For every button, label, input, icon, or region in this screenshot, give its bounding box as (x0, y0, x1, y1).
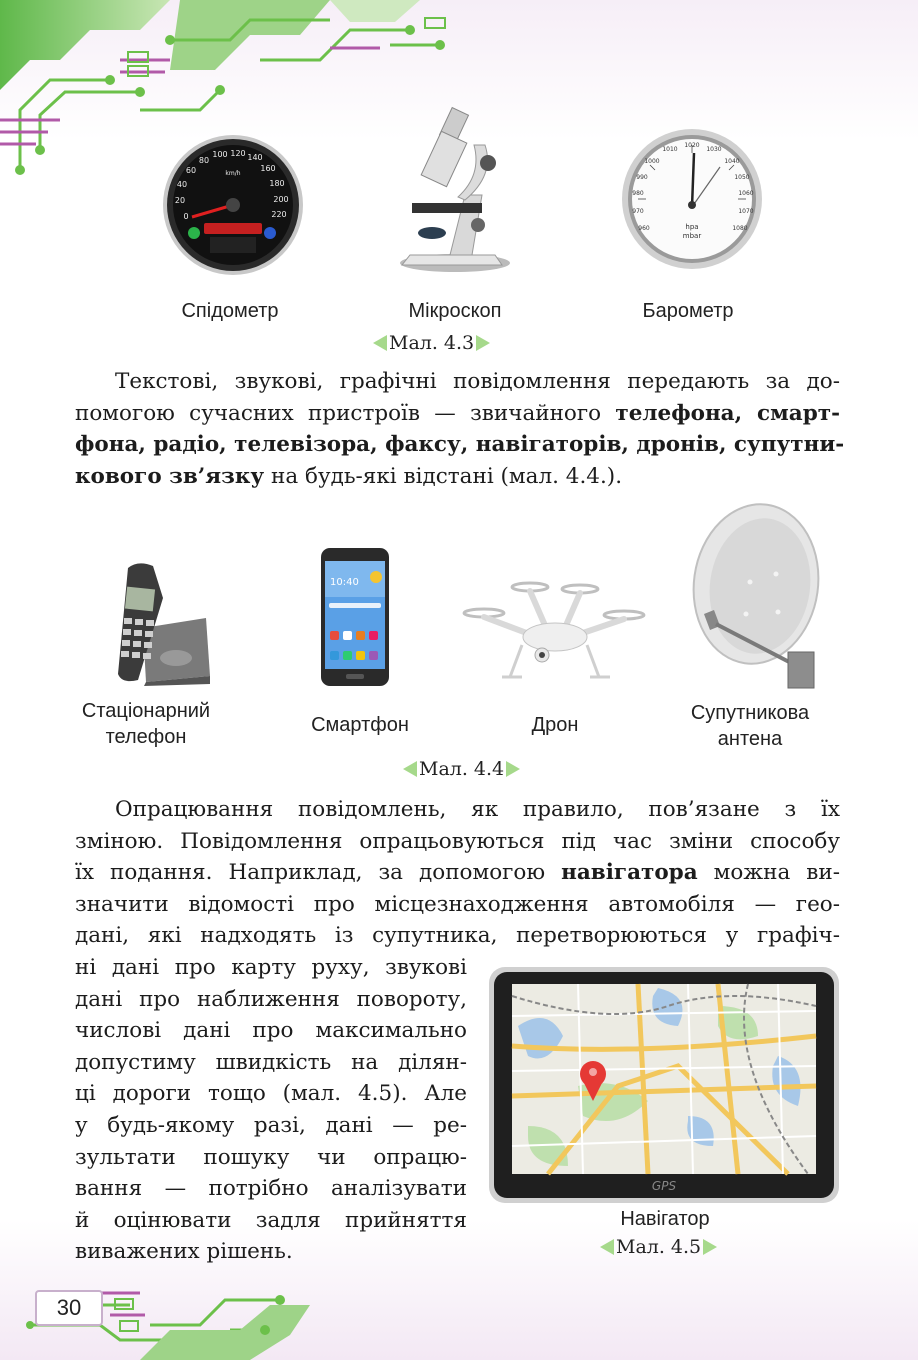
paragraph-line: й оцінювати задля прийняття (75, 1207, 467, 1233)
label-speedometer: Спідометр (181, 300, 279, 322)
svg-text:970: 970 (632, 208, 644, 215)
paragraph-line: помогою сучасних пристроїв — звичайного телефона, смарт- (75, 400, 841, 426)
paragraph-2 (75, 794, 840, 952)
paragraph-2-wrap (75, 952, 467, 1268)
svg-text:80: 80 (198, 156, 210, 165)
svg-text:1030: 1030 (706, 146, 722, 153)
svg-text:1010: 1010 (662, 146, 678, 153)
label-landline-phone: Стаціонарний телефон (81, 700, 211, 748)
svg-text:1080: 1080 (732, 225, 748, 232)
microscope-icon (390, 105, 510, 275)
svg-text:1020: 1020 (684, 142, 700, 149)
svg-text:hpa: hpa (685, 223, 699, 231)
satellite-dish-icon (688, 502, 820, 694)
svg-text:1070: 1070 (738, 208, 754, 215)
smartphone-icon (320, 547, 390, 687)
paragraph-line: значити відомості про місцезнаходження автомобіля — гео- (75, 891, 840, 917)
svg-text:1000: 1000 (644, 158, 660, 165)
svg-text:40: 40 (176, 180, 188, 189)
svg-text:20: 20 (174, 196, 186, 205)
caption-text: Мал. 4.3 (389, 332, 475, 354)
paragraph-line: дані, які надходять із супутника, перетворюються у графіч- (75, 923, 840, 949)
svg-text:160: 160 (260, 164, 276, 173)
paragraph-line: дані про наближення повороту, (75, 986, 467, 1012)
svg-text:980: 980 (632, 190, 644, 197)
svg-text:mbar: mbar (682, 232, 702, 240)
svg-text:100: 100 (212, 150, 228, 159)
svg-text:140: 140 (247, 153, 263, 162)
label-smartphone: Смартфон (311, 714, 409, 736)
svg-text:1040: 1040 (724, 158, 740, 165)
paragraph-line: ці дороги тощо (мал. 4.5). Але (75, 1081, 467, 1107)
caption-arrow-right-icon (476, 335, 490, 351)
paragraph-line: зміною. Повідомлення опрацьовуються під час зміни способу (75, 828, 840, 854)
page-number: 30 (35, 1290, 103, 1326)
svg-text:220: 220 (271, 210, 287, 219)
drone-icon (462, 575, 647, 685)
caption-arrow-left-icon (600, 1239, 614, 1255)
paragraph-line: ні дані про карту руху, звукові (75, 955, 467, 980)
svg-text:10:40: 10:40 (330, 577, 359, 588)
svg-text:1060: 1060 (738, 190, 754, 197)
svg-text:180: 180 (269, 179, 285, 188)
svg-text:200: 200 (273, 195, 289, 204)
svg-text:960: 960 (638, 225, 650, 232)
svg-text:GPS: GPS (651, 1179, 677, 1193)
paragraph-line: числові дані про максимально (75, 1018, 467, 1044)
svg-text:0: 0 (183, 212, 189, 221)
caption-4-3 (373, 332, 490, 354)
label-satellite-dish: Супутникова антена (690, 702, 810, 750)
caption-4-5 (600, 1236, 717, 1258)
svg-text:60: 60 (185, 166, 197, 175)
paragraph-line: допустиму швидкість на ділян- (75, 1049, 467, 1075)
svg-text:km/h: km/h (225, 170, 241, 177)
label-barometer: Барометр (642, 300, 734, 322)
caption-text: Мал. 4.4 (419, 758, 505, 780)
paragraph-line: Опрацювання повідомлень, як правило, пов’язане з їх (115, 797, 840, 822)
label-drone: Дрон (531, 714, 579, 736)
paragraph-line: виважених рішень. (75, 1239, 293, 1265)
circuit-decoration-bottom (0, 1285, 918, 1360)
paragraph-line: вання — потрібно аналізувати (75, 1176, 467, 1202)
paragraph-line: у будь-якому разі, дані — ре- (75, 1112, 467, 1138)
landline-phone-icon (98, 558, 213, 686)
caption-arrow-left-icon (403, 761, 417, 777)
label-navigator: Навігатор (620, 1208, 710, 1230)
caption-arrow-right-icon (703, 1239, 717, 1255)
paragraph-1 (75, 366, 845, 492)
paragraph-line: фона, радіо, телевізора, факсу, навігаторів, дронів, супутни- (75, 432, 845, 458)
caption-arrow-right-icon (506, 761, 520, 777)
svg-text:120: 120 (230, 149, 246, 158)
figure-4-3 (0, 100, 918, 360)
speedometer-icon (158, 135, 308, 275)
caption-arrow-left-icon (373, 335, 387, 351)
barometer-icon (620, 125, 765, 273)
svg-text:990: 990 (636, 174, 648, 181)
label-microscope: Мікроскоп (408, 300, 502, 322)
paragraph-line: їх подання. Наприклад, за допомогою навігатора можна ви- (75, 860, 840, 886)
paragraph-line: Текстові, звукові, графічні повідомлення передають за до- (115, 369, 840, 394)
figure-4-4 (0, 500, 918, 760)
caption-4-4 (403, 758, 520, 780)
svg-text:1050: 1050 (734, 174, 750, 181)
gps-navigator-icon (488, 966, 840, 1204)
paragraph-line: кового зв’язку на будь-які відстані (мал. 4.4.). (75, 463, 623, 489)
paragraph-line: зультати пошуку чи опрацю- (75, 1144, 467, 1170)
caption-text: Мал. 4.5 (616, 1236, 702, 1258)
